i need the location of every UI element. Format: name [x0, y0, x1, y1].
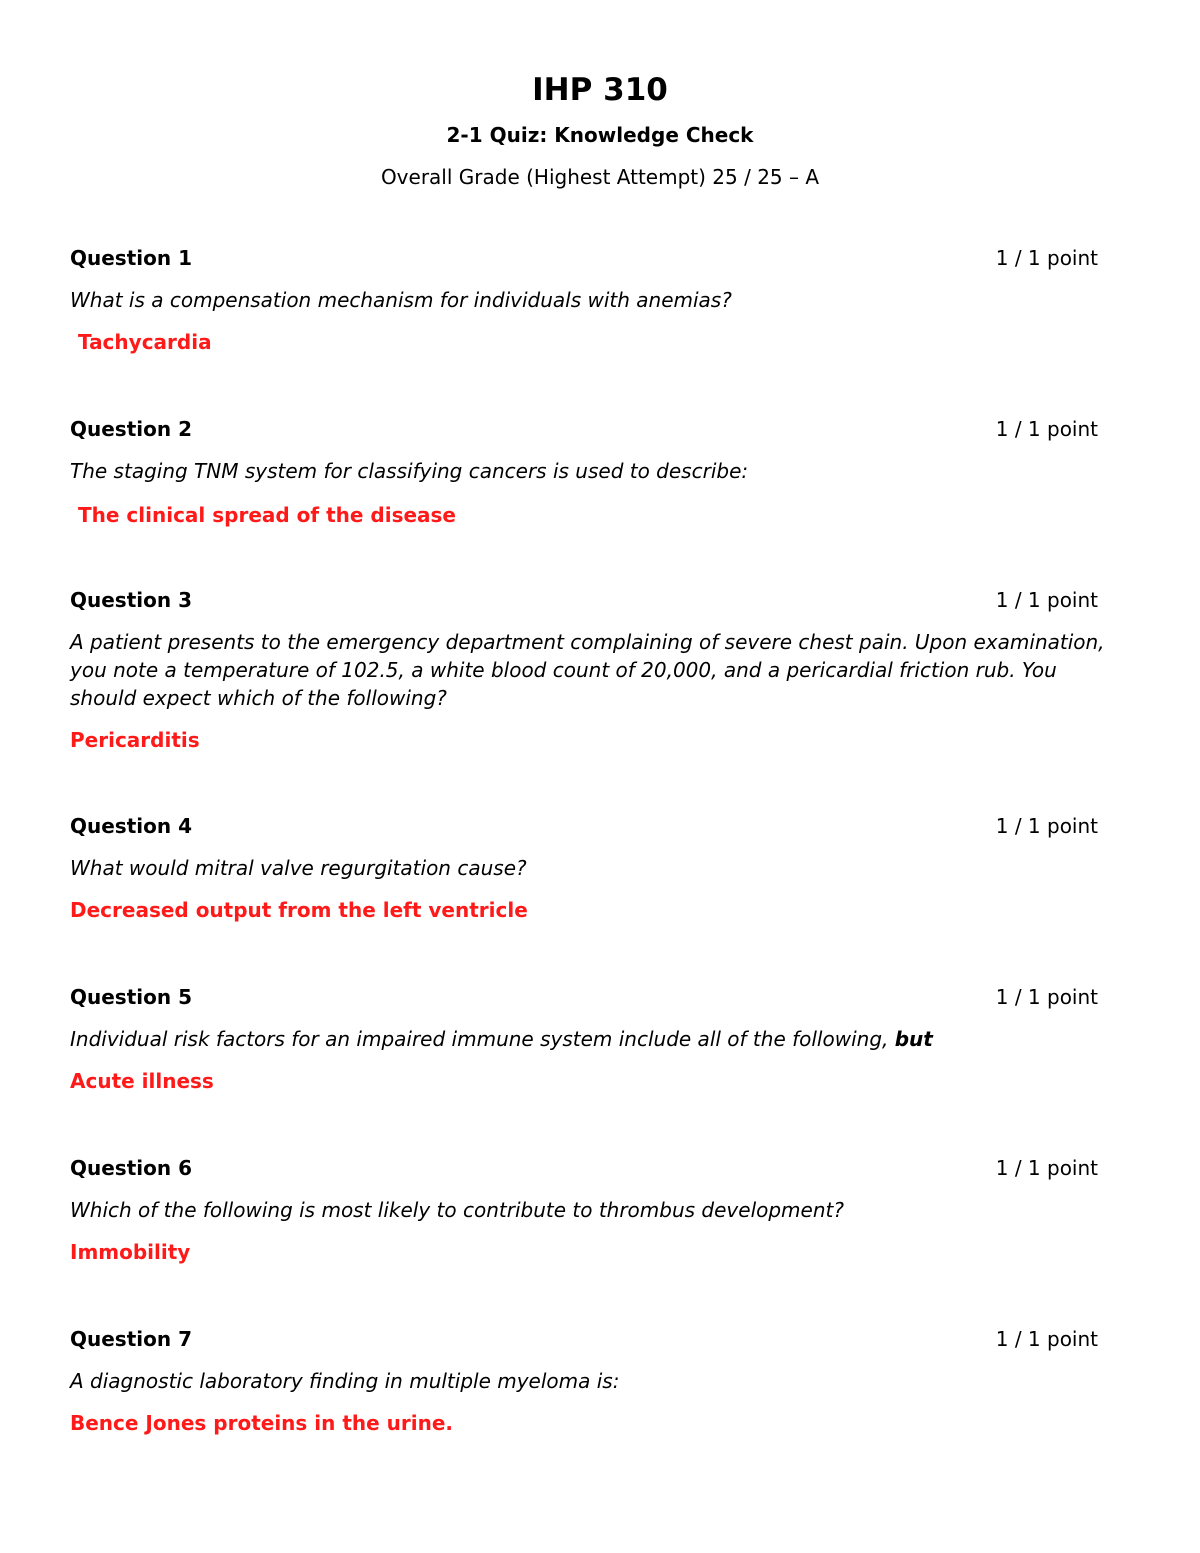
question-label: Question 6	[70, 1156, 192, 1180]
question-points: 1 / 1 point	[995, 1156, 1098, 1180]
question-header	[70, 983, 1110, 1011]
question-label: Question 4	[70, 814, 192, 838]
question-points: 1 / 1 point	[995, 985, 1098, 1009]
question-text-emphasis: but	[894, 1027, 933, 1051]
question-block-5	[70, 983, 1110, 1095]
question-points: 1 / 1 point	[995, 588, 1098, 612]
question-answer: Pericarditis	[70, 728, 200, 752]
question-answer: Immobility	[70, 1240, 191, 1264]
question-text: What is a compensation mechanism for individuals with anemias?	[70, 288, 732, 312]
question-header	[70, 1325, 1110, 1353]
question-points: 1 / 1 point	[995, 246, 1098, 270]
question-points: 1 / 1 point	[995, 814, 1098, 838]
question-text-main: Individual risk factors for an impaired immune system include all of the following,	[70, 1027, 889, 1051]
course-title: IHP 310	[532, 72, 668, 108]
overall-grade: Overall Grade (Highest Attempt) 25 / 25 – A	[380, 165, 820, 189]
question-text: A patient presents to the emergency department complaining of severe chest pain. Upon examination, you note a temperature of 102.5, a white blood count of 20,000, and a pericardial friction rub. You should expect which of the following?	[70, 630, 1105, 710]
question-block-1	[70, 244, 1110, 356]
question-block-6	[70, 1154, 1110, 1266]
question-header	[70, 586, 1110, 614]
question-points: 1 / 1 point	[995, 1327, 1098, 1351]
question-label: Question 1	[70, 246, 192, 270]
question-text: The staging TNM system for classifying cancers is used to describe:	[70, 459, 749, 483]
question-text: What would mitral valve regurgitation cause?	[70, 856, 527, 880]
question-text: A diagnostic laboratory finding in multiple myeloma is:	[70, 1369, 620, 1393]
question-answer: Decreased output from the left ventricle	[70, 898, 528, 922]
question-label: Question 2	[70, 417, 192, 441]
question-points: 1 / 1 point	[995, 417, 1098, 441]
question-text: Which of the following is most likely to contribute to thrombus development?	[70, 1198, 844, 1222]
question-answer: The clinical spread of the disease	[78, 503, 456, 527]
question-header	[70, 415, 1110, 443]
question-block-4	[70, 812, 1110, 924]
question-answer: Acute illness	[70, 1069, 214, 1093]
question-block-3	[70, 586, 1110, 754]
question-label: Question 5	[70, 985, 192, 1009]
question-header	[70, 812, 1110, 840]
question-answer: Bence Jones proteins in the urine.	[70, 1411, 454, 1435]
question-block-2	[70, 415, 1110, 529]
question-header	[70, 1154, 1110, 1182]
question-answer: Tachycardia	[78, 330, 212, 354]
quiz-title: 2-1 Quiz: Knowledge Check	[446, 123, 754, 147]
question-block-7	[70, 1325, 1110, 1437]
question-header	[70, 244, 1110, 272]
question-label: Question 7	[70, 1327, 192, 1351]
question-text	[70, 1025, 1110, 1053]
question-label: Question 3	[70, 588, 192, 612]
